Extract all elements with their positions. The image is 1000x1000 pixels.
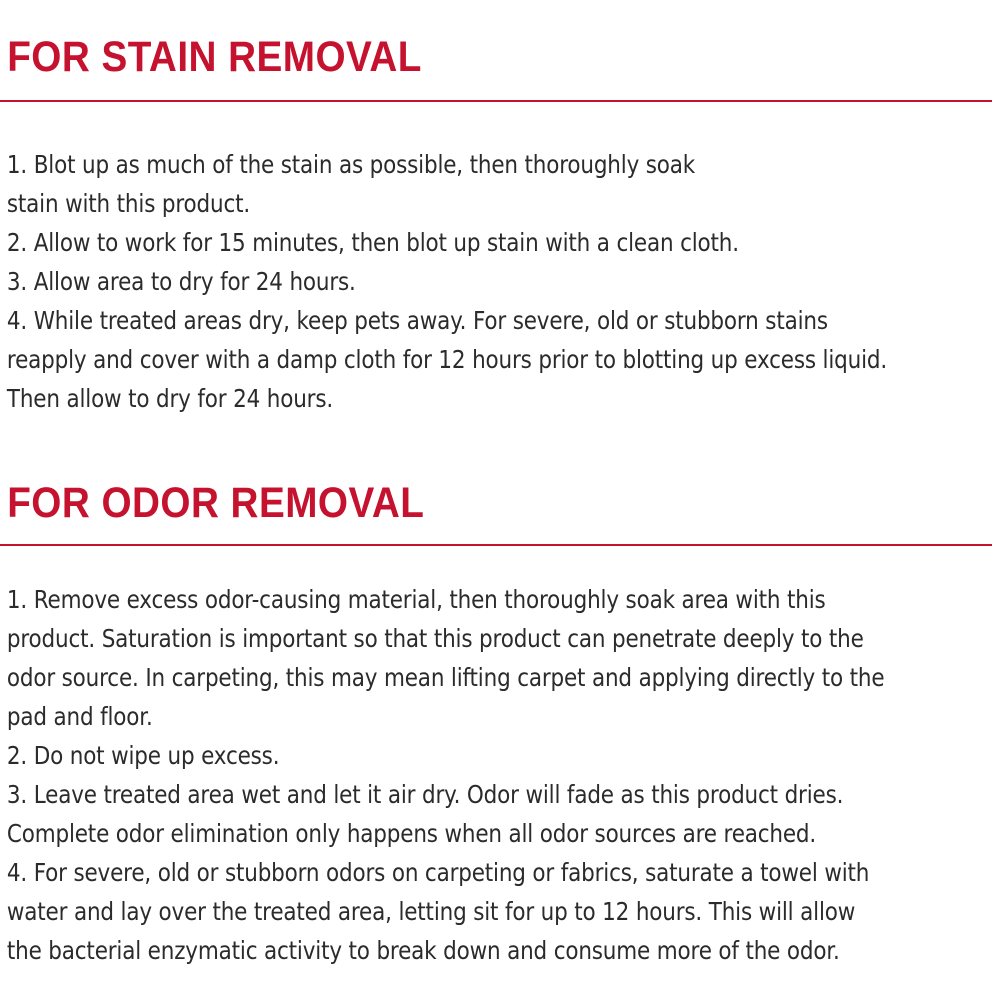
odor-removal-section [0, 470, 1000, 970]
instruction-line: odor source. In carpeting, this may mean lifting carpet and applying directly to the [6, 663, 885, 692]
instruction-line: pad and floor. [6, 702, 153, 731]
instruction-line: 3. Leave treated area wet and let it air dry. Odor will fade as this product dries. [6, 780, 844, 809]
instruction-line: reapply and cover with a damp cloth for 12 hours prior to blotting up excess liquid. [6, 345, 888, 374]
stain-removal-heading: FOR STAIN REMOVAL [7, 33, 422, 81]
instruction-line: 4. While treated areas dry, keep pets away. For severe, old or stubborn stains [6, 306, 828, 335]
odor-removal-instructions [0, 580, 885, 970]
stain-removal-section [0, 0, 1000, 418]
instruction-line: 4. For severe, old or stubborn odors on carpeting or fabrics, saturate a towel with [6, 858, 870, 887]
instruction-line: 1. Blot up as much of the stain as possible, then thoroughly soak [6, 150, 696, 179]
instruction-line: 2. Allow to work for 15 minutes, then blot up stain with a clean cloth. [6, 228, 739, 257]
instruction-line: 1. Remove excess odor-causing material, then thoroughly soak area with this [6, 585, 826, 614]
instruction-line: the bacterial enzymatic activity to break down and consume more of the odor. [6, 936, 840, 965]
instruction-line: Complete odor elimination only happens when all odor sources are reached. [6, 819, 817, 848]
odor-removal-heading: FOR ODOR REMOVAL [7, 479, 425, 527]
instruction-line: 3. Allow area to dry for 24 hours. [6, 267, 356, 296]
stain-removal-divider [0, 100, 992, 102]
odor-removal-divider [0, 544, 992, 546]
instruction-line: Then allow to dry for 24 hours. [6, 384, 334, 413]
stain-removal-instructions [0, 145, 888, 418]
instruction-line: water and lay over the treated area, letting sit for up to 12 hours. This will allow [6, 897, 856, 926]
instruction-line: product. Saturation is important so that this product can penetrate deeply to the [6, 624, 864, 653]
instruction-line: 2. Do not wipe up excess. [6, 741, 280, 770]
instruction-line: stain with this product. [6, 189, 251, 218]
